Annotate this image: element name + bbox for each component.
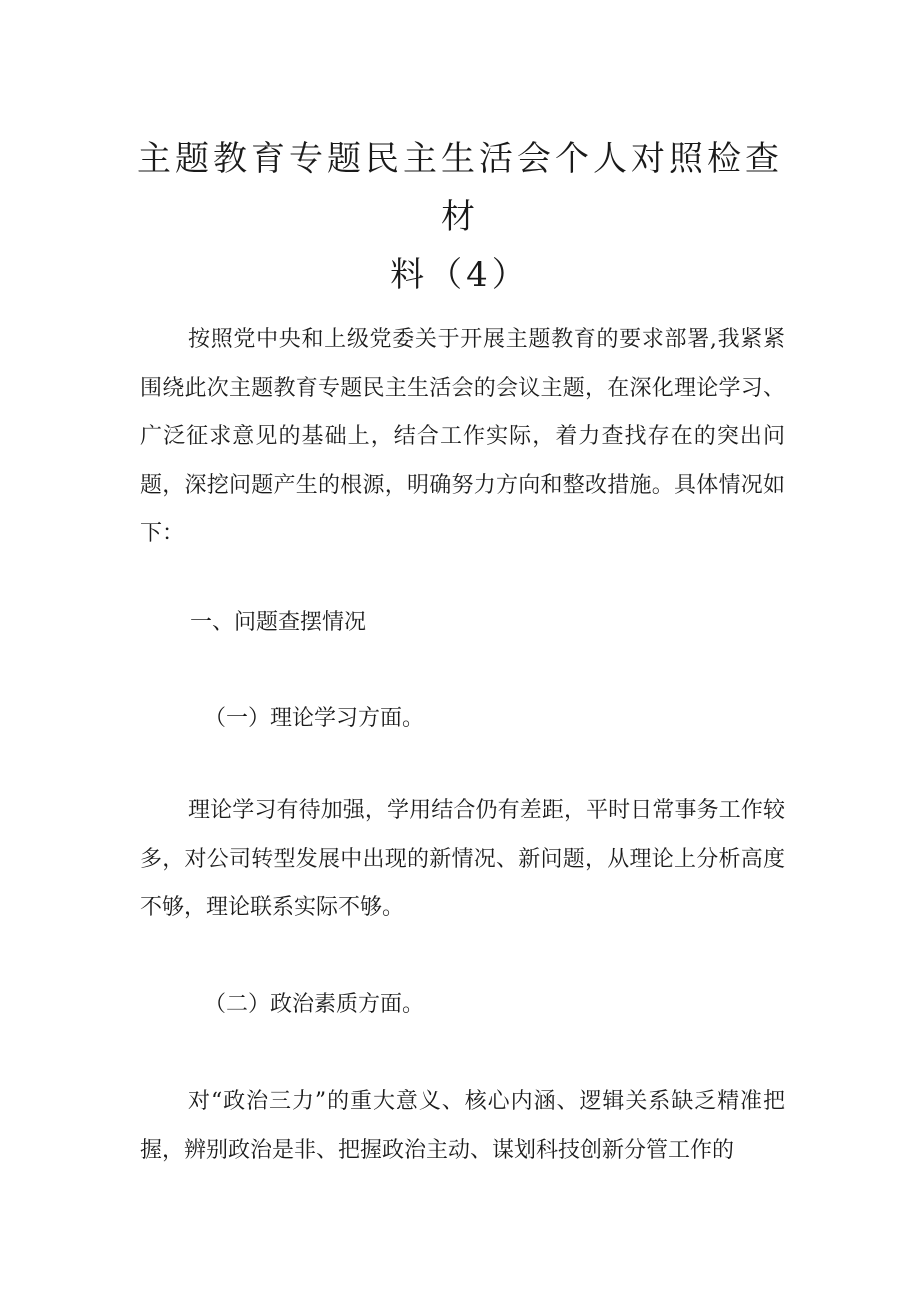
intro-paragraph: 按照党中央和上级党委关于开展主题教育的要求部署,我紧紧围绕此次主题教育专题民主生活会的会议主题，在深化理论学习、广泛征求意见的基础上，结合工作实际，着力查找存在的突出问题，深挖问题产生的根源，明确努力方向和整改措施。具体情况如下： bbox=[140, 327, 785, 546]
title-line-2: 料（4） bbox=[390, 255, 530, 295]
subsection-heading-2: （二）政治素质方面。 bbox=[204, 992, 425, 1017]
title-line-1: 主题教育专题民主生活会个人对照检查材 bbox=[137, 139, 783, 237]
section-heading-1: 一、问题查摆情况 bbox=[190, 610, 367, 635]
subsection-1-body: 理论学习有待加强，学用结合仍有差距，平时日常事务工作较多，对公司转型发展中出现的新情况、新问题，从理论上分析高度不够，理论联系实际不够。 bbox=[140, 798, 785, 920]
subsection-heading-1: （一）理论学习方面。 bbox=[204, 706, 425, 731]
subsection-2-body: 对“政治三力”的重大意义、核心内涵、逻辑关系缺乏精准把握，辨别政治是非、把握政治主动、谋划科技创新分管工作的 bbox=[140, 1089, 785, 1163]
document-title bbox=[130, 130, 790, 304]
